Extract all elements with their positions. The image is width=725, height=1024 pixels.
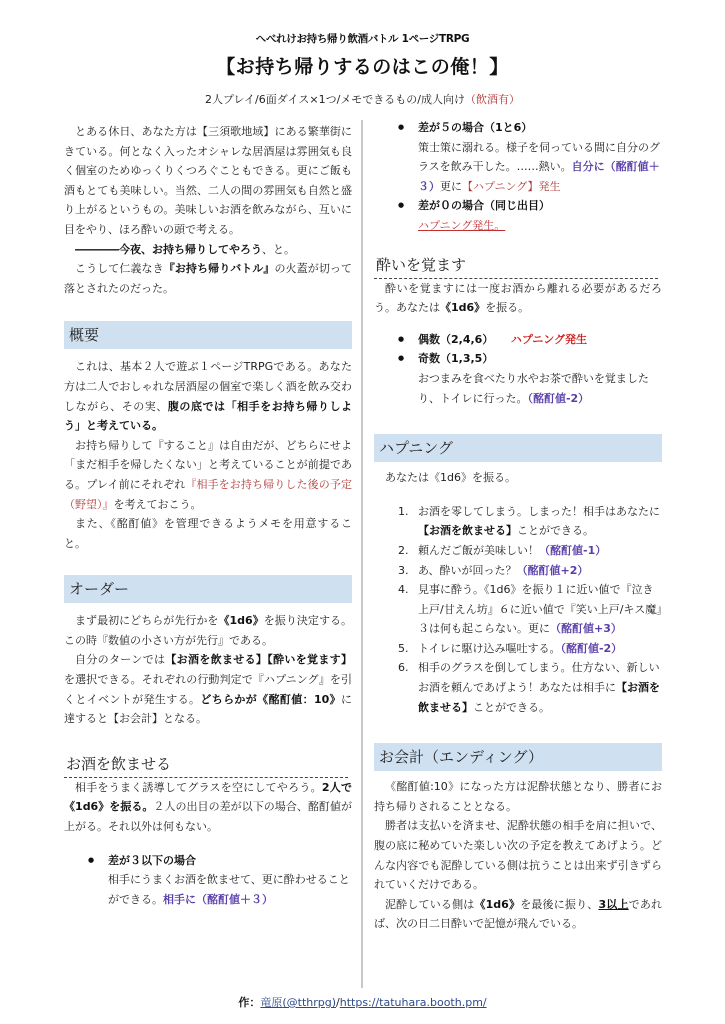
list-item — [398, 658, 662, 717]
left-column — [64, 122, 352, 909]
section-heading-ending: お会計（エンディング） — [374, 743, 662, 771]
credit-label: 作： — [238, 996, 261, 1009]
section-heading-happening: ハプニング — [374, 434, 662, 462]
order-paragraph-1 — [64, 611, 352, 650]
sober-result-list — [374, 330, 662, 408]
list-item — [398, 330, 662, 350]
effect: （酩酊値+3） — [550, 622, 622, 636]
dash: ―――― — [75, 242, 119, 256]
separator: / — [336, 996, 340, 1009]
credits-footer — [0, 994, 725, 1010]
drink-paragraph-1 — [64, 778, 352, 837]
list-item — [398, 196, 662, 235]
drink-result-list — [64, 851, 352, 910]
author-link[interactable]: 竜原 — [260, 996, 283, 1009]
text: であれば、次の日二日酔いで記憶が飛んでいる。 — [374, 897, 663, 931]
text: 相手をうまく誘導してグラスを空にしてやろう。 — [75, 780, 322, 794]
dice-roll: 《1d6》 — [218, 614, 264, 628]
ending-paragraph-1: 《酩酊値:10》になった方は泥酔状態となり、勝者にお持ち帰りされることとなる。 — [374, 780, 662, 813]
text: トイレに駆け込み嘔吐する。 — [418, 641, 561, 655]
effect: 相手に（酩酊値＋３） — [163, 892, 273, 906]
order-paragraph-2 — [64, 650, 352, 728]
battle-name: 『お持ち帰りバトル』 — [163, 262, 275, 276]
effect: （酩酊値-2） — [527, 391, 590, 405]
text: ことができる。 — [517, 524, 594, 538]
list-item — [398, 580, 662, 639]
text: の火蓋が切って落とされたのだった。 — [64, 262, 353, 295]
text: 自分のターンでは — [75, 653, 166, 667]
dice-roll: 2人で《1d6》を振る。 — [64, 780, 353, 814]
drink-result-list-cont — [374, 118, 662, 236]
section-heading-sober: 酔いを覚ます — [374, 254, 658, 279]
happening-list — [374, 502, 662, 718]
item-body — [108, 870, 352, 909]
text: を振る。 — [485, 301, 530, 315]
happening: ハプニング発生。 — [418, 218, 506, 232]
end-condition: どちらかが《酩酊値：10》 — [200, 692, 341, 706]
overview-section — [64, 321, 352, 553]
text: を選択できる。それぞれの行動判定で『ハプニング』を引くとイベントが発生する。 — [64, 673, 352, 706]
effect: 自分に（酩酊値＋３） — [418, 160, 660, 193]
sober-paragraph-1 — [374, 279, 662, 318]
order-section — [64, 575, 352, 729]
item-number: 5. — [398, 641, 409, 655]
text: 酔いを覚ますには一度お酒から離れる必要があるだろう。あなたは — [374, 281, 662, 315]
item-title: ● 奇数（1,3,5） — [418, 352, 494, 366]
intro-section — [64, 122, 352, 298]
text: 見事に酔う。《1d6》を振り１に近い値で『泣き上戸/甘えん坊』６に近い値で『笑い上戸/キス魔』３は何も起こらない。更に — [418, 583, 662, 636]
item-number: 1. — [398, 504, 409, 518]
overview-bold: 腹の底では「相手をお持ち帰りしよう」と考えている。 — [64, 399, 352, 433]
ending-paragraph-3 — [374, 895, 662, 934]
series-title: へべれけお持ち帰り飲酒バトル 1ページTRPG — [255, 33, 470, 45]
text: 相手にうまくお酒を飲ませて、更に酔わせることができる。 — [108, 873, 350, 906]
ending-section — [374, 743, 662, 934]
text: お持ち帰りして『すること』は自由だが、どちらにせよ「まだ相手を帰したくない」と考えていることが前提である。プレイ前にそれぞれ — [64, 438, 352, 491]
intro-paragraph-3 — [64, 259, 352, 298]
twitter-handle-link[interactable]: (@tthrpg) — [282, 996, 337, 1009]
intro-bold: 今夜、お持ち帰りしてやろう — [119, 242, 262, 256]
text: に達すると【お会計】となる。 — [64, 692, 352, 726]
section-heading-drink: お酒を飲ませる — [64, 753, 348, 778]
text: を最後に振り、 — [520, 897, 599, 911]
effect: （酩酊値+2） — [516, 563, 589, 577]
game-spec — [0, 91, 725, 107]
list-item — [398, 639, 662, 659]
column-divider — [361, 120, 363, 988]
action: 【お酒を飲ませる】 — [418, 524, 517, 538]
text: おつまみを食べたり水やお茶で酔いを覚ましたり、トイレに行った。 — [418, 371, 649, 405]
effect: （酩酊値-2） — [560, 641, 623, 655]
intro-tail: 、と。 — [262, 242, 295, 256]
overview-paragraph-2 — [64, 436, 352, 514]
threshold: 3以上 — [598, 897, 629, 911]
happening: 【ハプニング】発生 — [462, 179, 561, 193]
dice-roll: 《1d6》 — [474, 897, 521, 911]
text: これは、基本２人で遊ぶ１ページTRPGである。あなた方は二人でおしゃれな居酒屋の個室で楽しく酒を飲み交わしながら、その実、 — [64, 360, 352, 413]
text: あ、酔いが回った？ — [418, 563, 517, 577]
text: お酒を零してしまう。しまった！相手はあなたに — [418, 504, 660, 518]
overview-paragraph-3: また、《酩酊値》を管理できるようメモを用意すること。 — [64, 517, 352, 550]
list-item — [398, 118, 662, 196]
actions: 【お酒を飲ませる】【酔いを覚ます】 — [165, 653, 353, 667]
item-title: ● 差が５の場合（1と6） — [418, 121, 533, 134]
text: まず最初にどちらが先行かを — [75, 614, 219, 628]
item-body — [418, 138, 662, 197]
list-item — [398, 561, 662, 581]
happening-section — [374, 434, 662, 717]
text: こうして仁義なき — [75, 262, 164, 276]
text: 相手のグラスを倒してしまう。仕方ない、新しいお酒を頼んであげよう！あなたは相手に — [418, 661, 660, 695]
list-item — [398, 541, 662, 561]
item-number: 2. — [398, 543, 409, 557]
item-title: ● 差が３以下の場合 — [108, 853, 196, 867]
page-title: 【お持ち帰りするのはこの俺！】 — [216, 56, 509, 78]
item-number: 4. — [398, 583, 409, 597]
section-heading-overview: 概要 — [64, 321, 352, 349]
overview-paragraph-1 — [64, 357, 352, 435]
text: を考えておこう。 — [113, 497, 202, 511]
effect: （酩酊値-1） — [539, 543, 607, 557]
item-number: 3. — [398, 563, 409, 577]
intro-paragraph-1: とある休日、あなた方は【三須歌地域】にある繁華街にきている。何となく入ったオシャレな居酒屋は雰囲気も良く個室のためゆっくりくつろぐこともできる。更にご飯も酒もとても美味しい。当然、二人の間の雰囲気も自然と盛り上がるというもの。美味しいお酒を飲みながら、互いに目をやり、ほろ酔いの頭で考える。 — [64, 125, 352, 236]
booth-url-link[interactable]: https://tatuhara.booth.pm/ — [339, 996, 487, 1009]
text: 頼んだご飯が美味しい！ — [418, 543, 539, 557]
item-body — [418, 369, 662, 408]
list-item — [398, 349, 662, 408]
sober-section — [374, 254, 662, 409]
text: ことができる。 — [473, 700, 550, 714]
text: ２人の出目の差が以下の場合、酩酊値が上がる。それ以外は何もない。 — [64, 800, 352, 834]
happening-intro: あなたは《1d6》を振る。 — [385, 471, 516, 485]
dice-roll: 《1d6》 — [440, 301, 486, 315]
right-column — [374, 118, 662, 934]
text: 更に — [440, 179, 462, 193]
drink-section — [64, 753, 352, 910]
section-heading-order: オーダー — [64, 575, 352, 603]
ending-paragraph-2: 勝者は支払いを済ませ、泥酔状態の相手を肩に担いで、腹の底に秘めていた楽しい次の予定を教えてあげよう。どんな内容でも泥酔している側は抗うことは出来ず引きずられていくだけである。 — [374, 819, 662, 892]
overview-red-note: 『相手をお持ち帰りした後の予定（野望）』 — [64, 477, 352, 511]
spec-text: 2人プレイ/6面ダイス×1つ/メモできるもの/成人向け — [204, 93, 465, 106]
text: 策士策に溺れる。様子を伺っている間に自分のグラスを飲み干した。……熱い。 — [418, 140, 660, 174]
intro-paragraph-2 — [64, 240, 352, 260]
text: を振り決定する。この時『数値の小さい方が先行』である。 — [64, 614, 353, 647]
list-item — [88, 851, 352, 910]
action: 【お酒を飲ませる】 — [418, 681, 660, 714]
list-item — [398, 502, 662, 541]
item-title: 偶数（2,4,6） — [418, 332, 494, 346]
item-number: 6. — [398, 661, 409, 675]
spec-alcohol-note: （飲酒有） — [465, 93, 520, 106]
text: 泥酔している側は — [385, 897, 475, 911]
happening: ハプニング発生 — [510, 332, 588, 346]
item-title: ● 差が０の場合（同じ出目） — [418, 199, 550, 213]
